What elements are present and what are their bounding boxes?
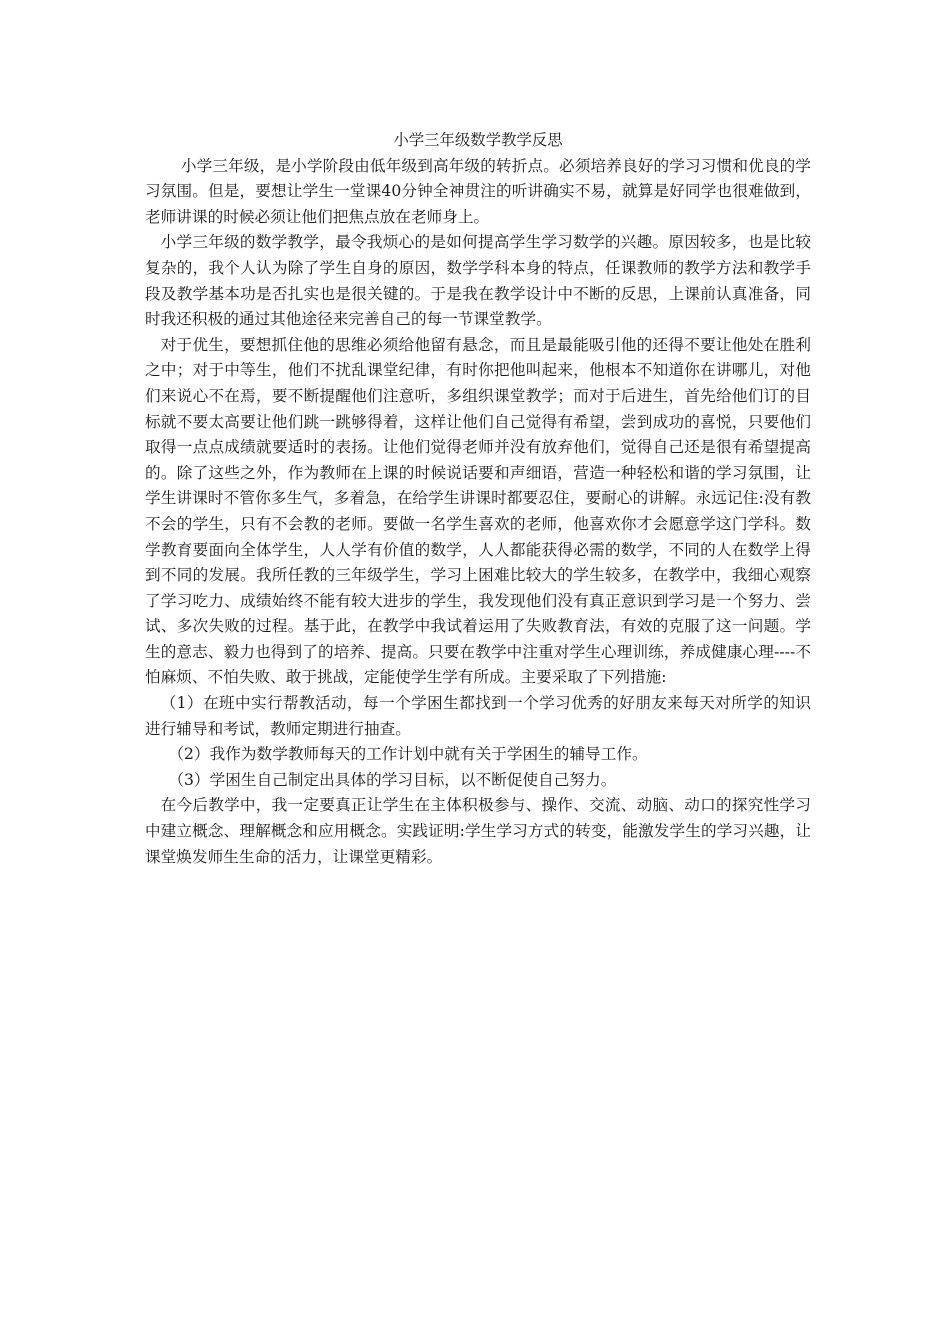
paragraph-intro: 小学三年级，是小学阶段由低年级到高年级的转折点。必须培养良好的学习习惯和优良的学习氛围。但是，要想让学生一堂课40分钟全神贯注的听讲确实不易，就算是好同学也很难做到，老师讲课的时候必须让他们把焦点放在老师身上。 <box>145 156 811 226</box>
paragraph-interest: 小学三年级的数学教学，最令我烦心的是如何提高学生学习数学的兴趣。原因较多，也是比较复杂的，我个人认为除了学生自身的原因，数学学科本身的特点，任课教师的教学方法和教学手段及教学基本功是否扎实也是很关键的。于是我在教学设计中不断的反思，上课前认真准备，同时我还积极的通过其他途径来完善自己的每一节课堂教学。 <box>145 233 811 329</box>
document-title: 小学三年级数学教学反思 <box>393 131 563 149</box>
measure-item-1: （1）在班中实行帮教活动，每一个学困生都找到一个学习优秀的好朋友来每天对所学的知识进行辅导和考试，教师定期进行抽查。 <box>145 694 811 738</box>
measure-item-2: （2）我作为数学教师每天的工作计划中就有关于学困生的辅导工作。 <box>168 745 648 764</box>
paragraph-students: 对于优生，要想抓住他的思维必须给他留有悬念，而且是最能吸引他的还得不要让他处在胜利之中；对于中等生，他们不扰乱课堂纪律，有时你把他叫起来，他根本不知道你在讲哪儿，对他们来说心不在焉，要不断提醒他们注意听，多组织课堂教学；而对于后进生，首先给他们订的目标就不要太高要让他们跳一跳够得着，这样让他们自己觉得有希望，尝到成功的喜悦，只要他们取得一点点成绩就要适时的表扬。让他们觉得老师并没有放弃他们，觉得自己还是很有希望提高的。除了这些之外，作为教师在上课的时候说话要和声细语，营造一种轻松和谐的学习氛围，让学生讲课时不管你多生气，多着急，在给学生讲课时都要忍住，要耐心的讲解。永远记住:没有教不会的学生，只有不会教的老师。要做一名学生喜欢的老师，他喜欢你才会愿意学这门学科。数学教育要面向全体学生，人人学有价值的数学，人人都能获得必需的数学，不同的人在数学上得到不同的发展。我所任教的三年级学生，学习上困难比较大的学生较多，在教学中，我细心观察了学习吃力、成绩始终不能有较大进步的学生，我发现他们没有真正意识到学习是一个努力、尝试、多次失败的过程。基于此，在教学中我试着运用了失败教育法，有效的克服了这一问题。学生的意志、毅力也得到了的培养、提高。只要在教学中注重对学生心理训练，养成健康心理----不怕麻烦、不怕失败、敢于挑战，定能使学生学有所成。主要采取了下列措施: <box>145 335 811 687</box>
document-body <box>145 128 811 870</box>
measure-item-3: （3）学困生自己制定出具体的学习目标，以不断促使自己努力。 <box>168 770 617 789</box>
paragraph-conclusion: 在今后教学中，我一定要真正让学生在主体积极参与、操作、交流、动脑、动口的探究性学习中建立概念、理解概念和应用概念。实践证明:学生学习方式的转变，能激发学生的学习兴趣，让课堂焕发师生生命的活力，让课堂更精彩。 <box>145 796 811 866</box>
